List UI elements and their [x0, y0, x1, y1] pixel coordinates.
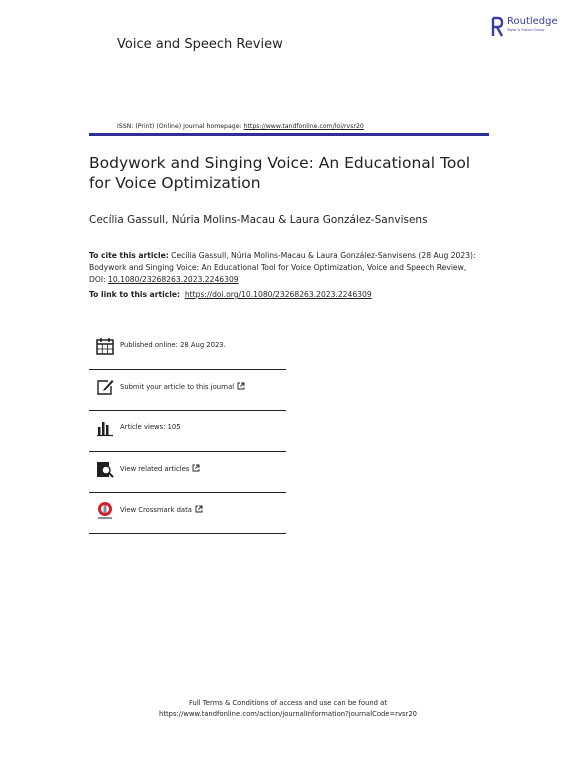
crossmark-link[interactable]: View Crossmark data	[120, 505, 203, 514]
journal-homepage-link[interactable]: https://www.tandfonline.com/loi/rvsr20	[243, 123, 364, 130]
info-row-related[interactable]	[89, 454, 286, 493]
published-date: Published online: 28 Aug 2023.	[120, 341, 226, 349]
submit-article-link[interactable]: Submit your article to this journal	[120, 382, 245, 391]
footer-line-1: Full Terms & Conditions of access and use can be found at	[189, 699, 387, 707]
issn-line	[117, 123, 364, 130]
external-link-icon	[192, 464, 200, 472]
citation-label: To cite this article:	[89, 251, 169, 260]
article-views: Article views: 105	[120, 423, 181, 431]
footer-terms	[0, 698, 576, 720]
search-icon	[96, 460, 114, 478]
external-link-icon	[195, 505, 203, 513]
crossmark-icon	[96, 501, 114, 519]
header-rule	[89, 133, 489, 136]
footer-terms-link[interactable]: https://www.tandfonline.com/action/journalInformation?journalCode=rvsr20	[159, 710, 417, 718]
calendar-icon	[96, 337, 114, 355]
info-row-submit[interactable]	[89, 372, 286, 411]
publisher-tagline: Taylor & Francis Group	[507, 28, 545, 32]
citation-text: Cecília Gassull, Núria Molins-Macau & Laura González-Sanvisens (28 Aug 2023): Bodywork and Singing Voice: An Educational Tool for Voice Optimization, Voice and Speech Review, DOI:	[89, 251, 476, 284]
article-title: Bodywork and Singing Voice: An Educational Tool for Voice Optimization	[89, 154, 471, 192]
routledge-logo[interactable]	[490, 16, 562, 40]
article-info-list	[89, 331, 286, 536]
journal-title: Voice and Speech Review	[117, 37, 283, 52]
issn-text: ISSN: (Print) (Online) Journal homepage:	[117, 123, 244, 130]
related-articles-link[interactable]: View related articles	[120, 464, 200, 473]
article-link-line	[89, 290, 372, 299]
citation-block	[89, 250, 479, 286]
edit-icon	[96, 378, 114, 396]
routledge-logo-icon	[490, 16, 504, 38]
article-doi-link[interactable]: https://doi.org/10.1080/23268263.2023.2246309	[184, 290, 372, 299]
external-link-icon	[237, 382, 245, 390]
info-row-crossmark[interactable]	[89, 495, 286, 534]
link-label: To link to this article:	[89, 290, 181, 299]
citation-doi-link[interactable]: 10.1080/23268263.2023.2246309	[108, 275, 239, 284]
bar-chart-icon	[96, 419, 114, 437]
info-row-published	[89, 331, 286, 370]
publisher-name: Routledge	[507, 16, 558, 27]
article-authors: Cecília Gassull, Núria Molins-Macau & Laura González-Sanvisens	[89, 214, 428, 226]
info-row-views	[89, 413, 286, 452]
